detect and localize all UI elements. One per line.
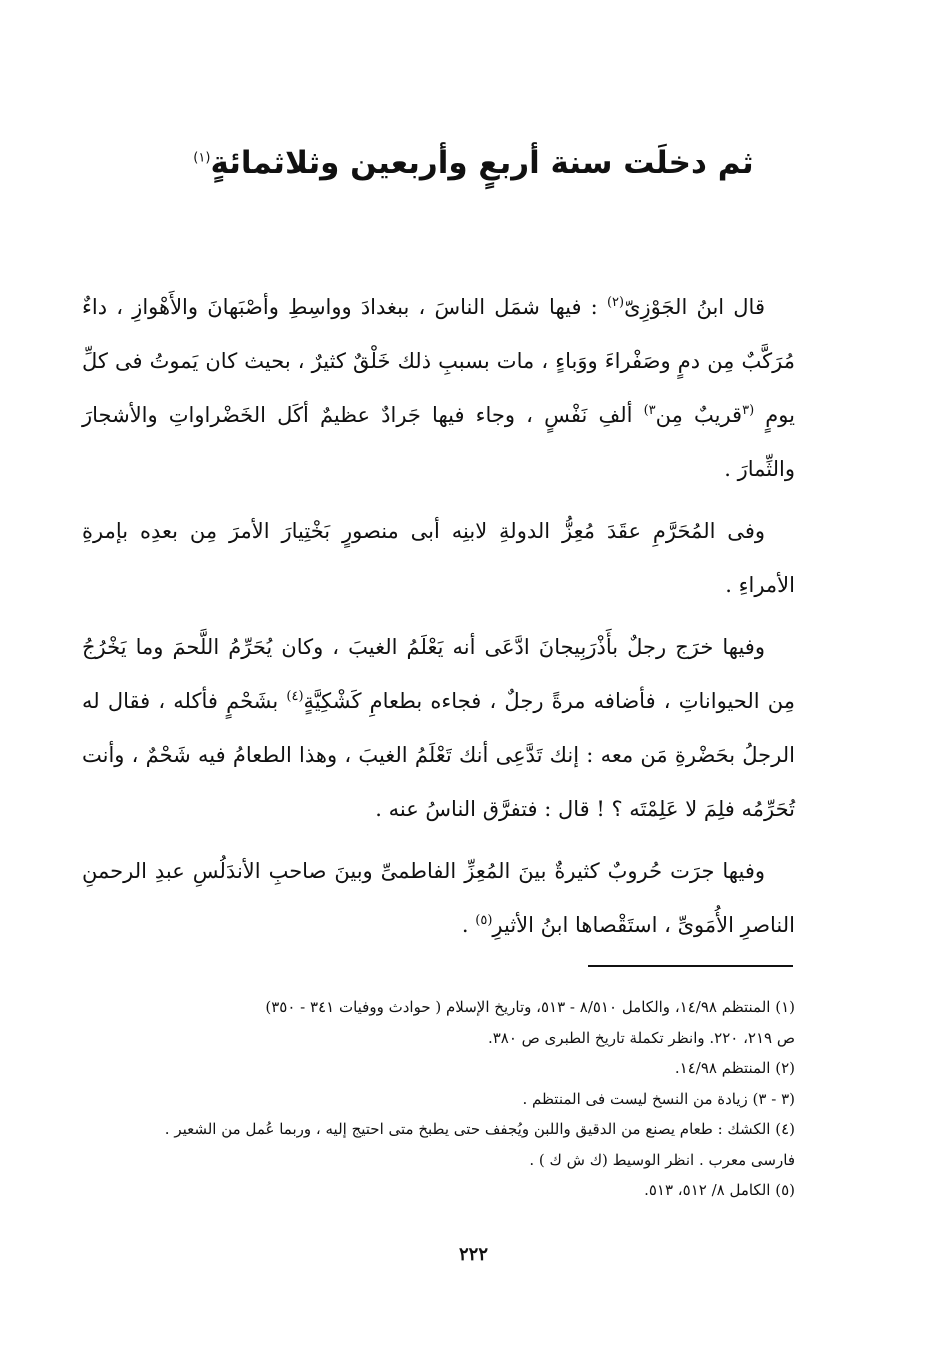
paragraph-text: وفى المُحَرَّمِ عقَدَ مُعِزُّ الدولةِ لابنِه أبى منصورٍ بَخْتِيارَ الأمرَ مِن بعدِه بإمرةِ الأمراءِ . [82, 519, 795, 597]
footnote-ref: ٣) [643, 403, 656, 418]
paragraph [82, 620, 795, 836]
footnote-line: (٢) المنتظم ١٤/٩٨. [674, 1059, 795, 1077]
paragraph [82, 844, 795, 952]
page-number: ٢٢٢ [458, 1244, 488, 1265]
paragraph [82, 504, 795, 612]
paragraph [82, 280, 795, 496]
paragraph-text: وفيها خرَج رجلٌ بأَذْرَبِيجانَ ادَّعَى أنه يَعْلَمُ الغيبَ ، وكان يُحَرِّمُ اللَّحمَ وما يَخْرُجُ مِن الحيواناتِ ، فأضافه مرةً رجلٌ ، فجاءه بطعامِ كَشْكِيَّةٍ [82, 635, 795, 713]
footnotes [82, 992, 795, 1206]
footnote-line: (١) المنتظم ١٤/٩٨، والكامل ٨/٥١٠ - ٥١٣، وتاريخ الإسلام ( حوادث ووفيات ٣٤١ - ٣٥٠) [265, 998, 795, 1016]
paragraph-text: ألفِ نَفْسٍ ، وجاء فيها جَرادٌ عظيمٌ أكَل الخَضْراواتِ والأشجارَ والثِّمارَ . [82, 403, 795, 481]
footnote-line: (٥) الكامل ٨/ ٥١٢، ٥١٣. [644, 1181, 795, 1199]
body-text [82, 280, 795, 960]
page-title [120, 138, 827, 188]
page-title-text: ثم دخلَت سنة أربعٍ وأربعين وثلاثمائةٍ [210, 145, 754, 181]
paragraph-text: : فيها شمَل الناسَ ، ببغدادَ وواسِطِ وأصْبَهانَ والأَهْوازِ ، داءٌ مُرَكَّبٌ مِن دمٍ وصَفْراءَ ووَباءٍ ، مات بسببِ ذلك خَلْقٌ كثيرٌ ، بحيث كان يَموتُ فى كلِّ يومٍ [82, 295, 795, 427]
title-footnote-ref: (١) [193, 150, 211, 166]
footnote-line: (٤) الكشك : طعام يصنع من الدقيق واللبن ويُجفف حتى يطبخ متى احتيج إليه ، وربما عُمل من الشعير . [164, 1120, 795, 1138]
footnote-ref: (٤) [286, 689, 304, 704]
paragraph-text: . [461, 913, 476, 937]
footnote-line: ص ٢١٩، ٢٢٠. وانظر تكملة تاريخ الطبرى ص ٣٨٠. [487, 1028, 795, 1047]
paragraph-text: قريبٌ مِن [655, 403, 743, 427]
footnote-line: فارسى معرب . انظر الوسيط (ك ش ك ) . [529, 1150, 795, 1169]
footnote-line: (٣ - ٣) زيادة من النسخ ليست فى المنتظم . [522, 1089, 795, 1108]
paragraph-text: بشَحْمٍ فأكله ، فقال له الرجلُ بحَضْرةِ مَن معه : إنك تَدَّعِى أنك تَعْلَمُ الغيبَ ، وهذا الطعامُ فيه شَحْمٌ ، وأنت تُحَرِّمُه فلِمَ لا عَلِمْتَه ؟ ! قال : فتفرَّق الناسُ عنه . [82, 689, 795, 821]
footnote-separator [588, 965, 793, 967]
footnote-ref: (٥) [475, 913, 493, 928]
paragraph-text: قال ابنُ الجَوْزِىّ [624, 295, 765, 319]
footnote-ref: (٢) [606, 295, 625, 310]
paragraph-text: وفيها جرَت حُروبٌ كثيرةٌ بينَ المُعِزِّ الفاطمىِّ وبينَ صاحبِ الأندَلُسِ عبدِ الرحمنِ الناصرِ الأُمَوىِّ ، استَقْصاها ابنُ الأثيرِ [82, 859, 795, 937]
footnote-ref: (٣ [742, 403, 755, 418]
